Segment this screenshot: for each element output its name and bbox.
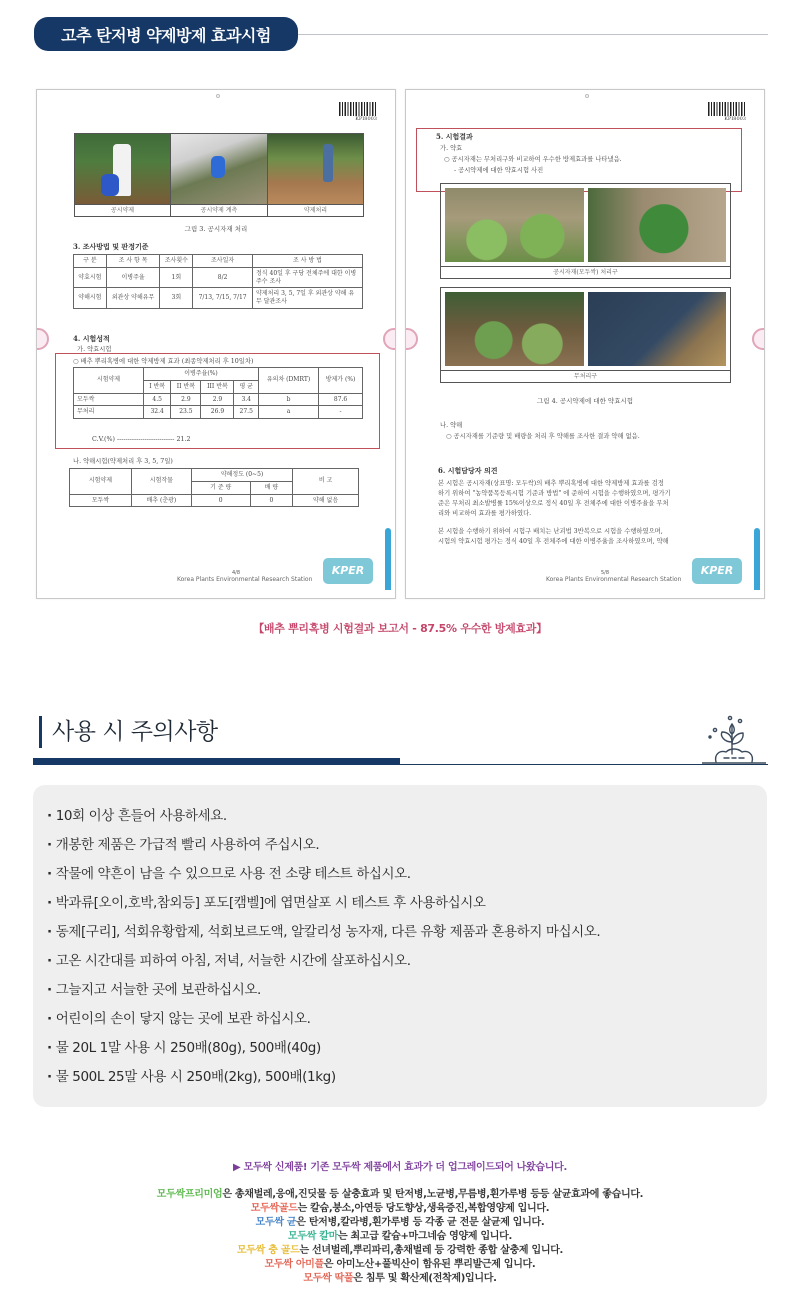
table-row: 모두싹 배추 (춘광) 0 0 약해 없음 [70, 494, 359, 507]
photo-test-product [75, 134, 170, 204]
phyto-heading: 나. 약해시험(약제처리 후 3, 5, 7일) [73, 458, 173, 465]
photo-measuring [171, 134, 267, 204]
treatment-photos [74, 133, 364, 217]
product-lineup [0, 1188, 800, 1286]
result-line: ○ 공시자재는 무처리구와 비교하여 우수한 방제효과를 나타냈음. [444, 156, 622, 163]
barcode-code: KPI8003 [355, 116, 377, 122]
precautions-box [33, 785, 767, 1107]
table-header: 구 분 [74, 255, 107, 268]
seal-stamp [752, 328, 765, 350]
section-header-pepper-test [34, 17, 768, 51]
phyto-heading: 나. 약해 [440, 422, 463, 429]
list-item: · 동제[구리], 석회유황합제, 석회보르도액, 알칼리성 농자재, 다른 유황 제품과 혼용하지 마십시오. [47, 922, 600, 951]
punch-hole [216, 94, 220, 98]
barcode-icon [708, 102, 746, 116]
kper-logo: KPER [692, 558, 742, 584]
list-item: · 물 20L 1말 사용 시 250배(80g), 500배(40g) [47, 1038, 600, 1067]
report-page-5 [405, 89, 765, 599]
barcode-icon [339, 102, 377, 116]
opinion-text: 준은 무처리 최소발병률 15%이상으로 정식 40일 후 전체주에 대한 이병주율을 무처 [438, 500, 669, 507]
photo-spraying [268, 134, 363, 204]
punch-hole [585, 94, 589, 98]
photo-caption: 공시자재(모두싹) 처리구 [441, 266, 730, 278]
product-line: 모두싹프리미엄은 총채벌레,응애,진딧물 등 살충효과 및 탄저병,노균병,무름병,흰가루병 등등 살균효과에 좋습니다. [156, 1189, 644, 1200]
header-divider [298, 34, 768, 35]
section-title-pill: 고추 탄저병 약제방제 효과시험 [34, 17, 298, 51]
photo-caption: 무처리구 [441, 370, 730, 382]
photo-caption: 약제처리 [268, 204, 363, 216]
seal-stamp [405, 328, 418, 350]
result-heading: 5. 시험결과 [436, 132, 473, 141]
side-tab [754, 528, 760, 590]
list-item: · 어린이의 손이 닿지 않는 곳에 보관 하십시오. [47, 1009, 600, 1038]
treated-photos [440, 183, 731, 279]
list-item: · 10회 이상 흔들어 사용하세요. [47, 806, 600, 835]
station-name: Korea Plants Environmental Research Station [546, 576, 682, 583]
table-header: 조사횟수 [160, 255, 193, 268]
opinion-text: 본 시험은 공시자재(상표명: 모두싹)의 배추 뿌리혹병에 대한 약제방제 효과를 검정 [438, 480, 664, 487]
station-name: Korea Plants Environmental Research Station [177, 576, 313, 583]
precautions-title: 사용 시 주의사항 [52, 719, 218, 745]
photo-cell [171, 134, 268, 216]
efficacy-title: ○ 배추 뿌리혹병에 대한 약제방제 효과 (최종약제처리 후 10일차) [73, 358, 254, 365]
seal-stamp [36, 328, 49, 350]
kper-logo: KPER [323, 558, 373, 584]
table-row: 약해시험 외관상 약해유무 3회 7/13, 7/15, 7/17 약제처리 3, 5, 7일 후 외관상 약해 유무 달관조사 [74, 288, 363, 309]
photo-treated-cabbage [588, 188, 727, 262]
title-accent-bar [39, 716, 42, 748]
product-line: 모두싹 충 골드는 선녀벌레,뿌리파리,총채벌레 등 강력한 종합 살충제 입니다. [236, 1245, 564, 1256]
table-header: 조 사 방 법 [253, 255, 363, 268]
barcode-code: KPI8003 [724, 116, 746, 122]
page-number: 5/8 [601, 570, 610, 576]
figure-caption: 그림 3. 공시자재 처리 [184, 225, 248, 233]
cv-row: C.V.(%) --------------------------- 21.2 [92, 436, 191, 443]
untreated-photos [440, 287, 731, 383]
table-row: 약효시험 이병주율 1회 8/2 정식 40일 후 구당 전체주에 대한 이병주수 조사 [74, 267, 363, 288]
list-item: · 그늘지고 서늘한 곳에 보관하십시오. [47, 980, 600, 1009]
product-line: 모두싹 딱풀은 침투 및 확산제(전착제)입니다. [303, 1273, 497, 1284]
seal-stamp [383, 328, 396, 350]
opinion-heading: 6. 시험담당자 의견 [438, 466, 498, 475]
photo-untreated-cabbage [445, 292, 584, 366]
report-caption: 【배추 뿌리혹병 시험결과 보고서 - 87.5% 우수한 방제효과】 [253, 622, 547, 635]
method-heading: 3. 조사방법 및 판정기준 [73, 242, 149, 251]
product-line: 모두싹 칼마는 최고급 칼슘+마그네슘 영양제 입니다. [287, 1231, 513, 1242]
photo-caption: 공시약제 [75, 204, 170, 216]
photo-clubroot [588, 292, 727, 366]
phyto-line: ○ 공시자재를 기준량 및 배량을 처리 후 약해를 조사한 결과 약해 없음. [446, 433, 640, 440]
results-subheading: 가. 약효시험 [77, 346, 112, 353]
table-row: 모두싹 4.5 2.9 2.9 3.4 b 87.6 [74, 393, 363, 406]
list-item: · 개봉한 제품은 가급적 빨리 사용하여 주십시오. [47, 835, 600, 864]
photo-treated-cabbage [445, 188, 584, 262]
opinion-text: 하기 위하여 "농약품목등록시험 기준과 방법" 에 준하여 시험을 수행하였으며, 평가기 [438, 490, 671, 497]
list-item: · 작물에 약흔이 남을 수 있으므로 사용 전 소량 테스트 하십시오. [47, 864, 600, 893]
efficacy-table: 시험약제 이병주율(%) 유의차 (DMRT) 방제가 (%) I 반복 II 반복 III 반복 평 균 모두싹 4.5 2.9 2.9 3.4 b 87.6 무처리 32.4 23.5 26.9 27.5 a - [73, 367, 363, 419]
list-item: · 박과류[오이,호박,참외등] 포도[캠벨]에 엽면살포 시 테스트 후 사용하십시오 [47, 893, 600, 922]
product-line: 모두싹 균은 탄저병,칼라병,흰가루병 등 각종 균 전문 살균제 입니다. [255, 1217, 545, 1228]
photo-caption: 공시약제 계측 [171, 204, 267, 216]
phytotoxicity-table: 시험약제 시험작물 약해정도 (0~5) 비 고 기 준 량 배 량 모두싹 배추 (춘광) 0 0 약해 없음 [69, 468, 359, 507]
side-tab [385, 528, 391, 590]
table-row: 무처리 32.4 23.5 26.9 27.5 a - [74, 406, 363, 419]
list-item: · 물 500L 25말 사용 시 250배(2kg), 500배(1kg) [47, 1067, 600, 1096]
list-item: · 고온 시간대를 피하여 아침, 저녁, 서늘한 시간에 살포하십시오. [47, 951, 600, 980]
photo-cell [268, 134, 363, 216]
table-header: 조사일자 [193, 255, 253, 268]
product-line: 모두싹 아미플은 아미노산+풀빅산이 함유된 뿌리발근제 입니다. [264, 1259, 536, 1270]
plant-sprout-icon [702, 710, 766, 766]
photo-cell [75, 134, 171, 216]
figure-caption: 그림 4. 공시약제에 대한 약효시험 [536, 397, 634, 405]
results-heading: 4. 시험성적 [73, 334, 110, 343]
new-product-headline: ▶ 모두싹 신제품! 기존 모두싹 제품에서 효과가 더 업그레이드되어 나왔습니다. [233, 1162, 567, 1173]
product-line: 모두싹골드는 칼슘,붕소,아연등 당도향상,생육증진,복합영양제 입니다. [250, 1203, 550, 1214]
result-subheading: 가. 약효 [440, 145, 463, 152]
opinion-text: 본 시험을 수행하기 위하여 시험구 배치는 난괴법 3반복으로 시험을 수행하였으며, [438, 528, 663, 535]
opinion-text: 리와 비교하여 효과를 평가하였다. [438, 510, 532, 517]
table-header: 조 사 항 목 [106, 255, 160, 268]
precautions-list [47, 806, 600, 1096]
result-line: - 공시약제에 대한 약효시험 사진 [454, 167, 544, 174]
title-underline-thick [33, 758, 400, 765]
opinion-text: 시험의 약효시험 평가는 정식 40일 후 전체주에 대한 이병주율을 조사하였으며, 약해 [438, 538, 669, 545]
report-page-4 [36, 89, 396, 599]
method-table [73, 254, 363, 309]
page-number: 4/8 [232, 570, 241, 576]
